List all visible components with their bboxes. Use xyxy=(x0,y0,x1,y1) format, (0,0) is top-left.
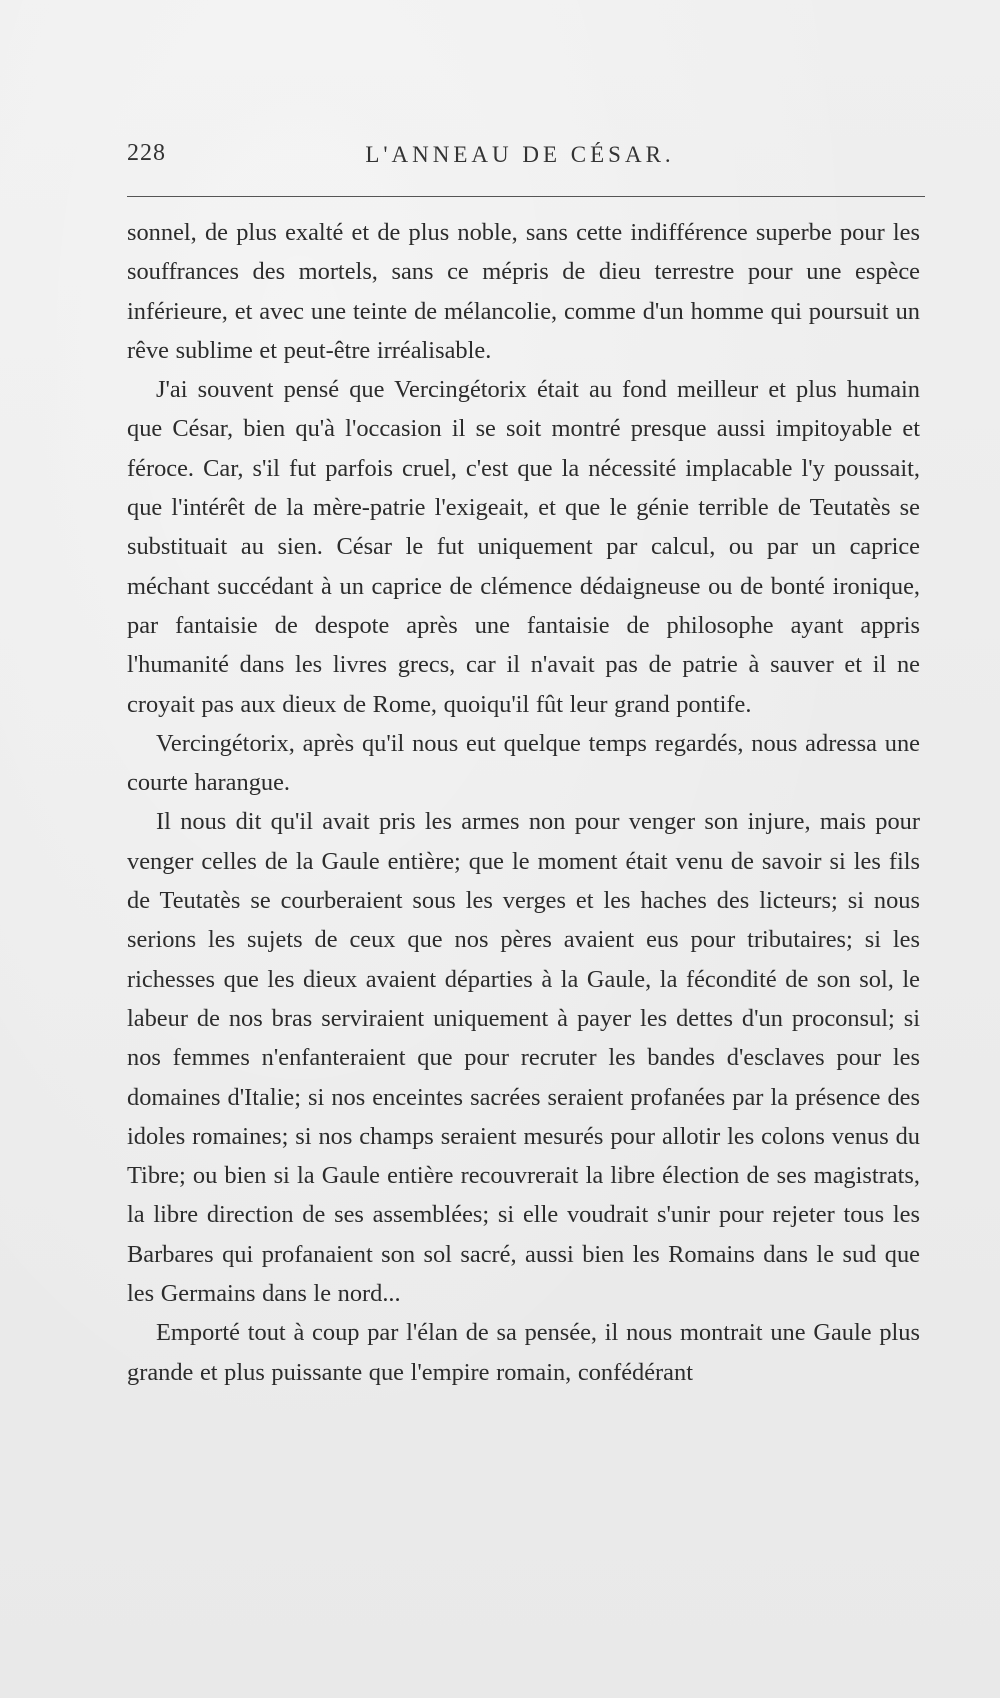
running-title: L'ANNEAU DE CÉSAR. xyxy=(365,142,675,167)
page-header xyxy=(125,138,925,178)
paragraph: Vercingétorix, après qu'il nous eut quelque temps regardés, nous adressa une courte harangue. xyxy=(127,729,920,797)
paragraph: Emporté tout à coup par l'élan de sa pensée, il nous montrait une Gaule plus grande et plus puissante que l'empire romain, confédérant xyxy=(127,1319,920,1386)
paragraph: J'ai souvent pensé que Vercingétorix était au fond meilleur et plus humain que César, bien qu'à l'occasion il se soit montré presque aussi impitoyable et féroce. Car, s'il fut parfois cruel, c'est que la nécessité implacable l'y poussait, que l'intérêt de la mère-patrie l'exigeait, et que le génie terrible de Teutatès se substituait au sien. César le fut uniquement par calcul, ou par un caprice méchant succédant à un caprice de clémence dédaigneuse ou de bonté ironique, par fantaisie de despote après une fantaisie de philosophe ayant appris l'humanité dans les livres grecs, car il n'avait pas de patrie à sauver et il ne croyait pas aux dieux de Rome, quoiqu'il fût leur grand pontife. xyxy=(127,376,920,718)
header-rule xyxy=(127,196,925,197)
page-number: 228 xyxy=(127,140,166,166)
body-text xyxy=(127,213,920,1392)
paragraph-continuation: sonnel, de plus exalté et de plus noble, sans cette indifférence superbe pour les souffrances des mortels, sans ce mépris de dieu terrestre pour une espèce inférieure, et avec une teinte de mélancolie, comme d'un homme qui poursuit un rêve sublime et peut-être irréalisable. xyxy=(127,219,920,364)
paragraph: Il nous dit qu'il avait pris les armes non pour venger son injure, mais pour venger celles de la Gaule entière; que le moment était venu de savoir si les fils de Teutatès se courberaient sous les verges et les haches des licteurs; si nous serions les sujets de ceux que nos pères avaient eus pour tributaires; si les richesses que les dieux avaient départies à la Gaule, la fécondité de son sol, le labeur de nos bras serviraient uniquement à payer les dettes d'un proconsul; si nos femmes n'enfanteraient que pour recruter les bandes d'esclaves pour les domaines d'Italie; si nos enceintes sacrées seraient profanées par la présence des idoles romaines; si nos champs seraient mesurés pour allotir les colons venus du Tibre; ou bien si la Gaule entière recouvrerait la libre élection de ses magistrats, la libre direction de ses assemblées; si elle voudrait s'unir pour rejeter tous les Barbares qui profanaient son sol sacré, aussi bien les Romains dans le sud que les Germains dans le nord... xyxy=(127,808,920,1308)
